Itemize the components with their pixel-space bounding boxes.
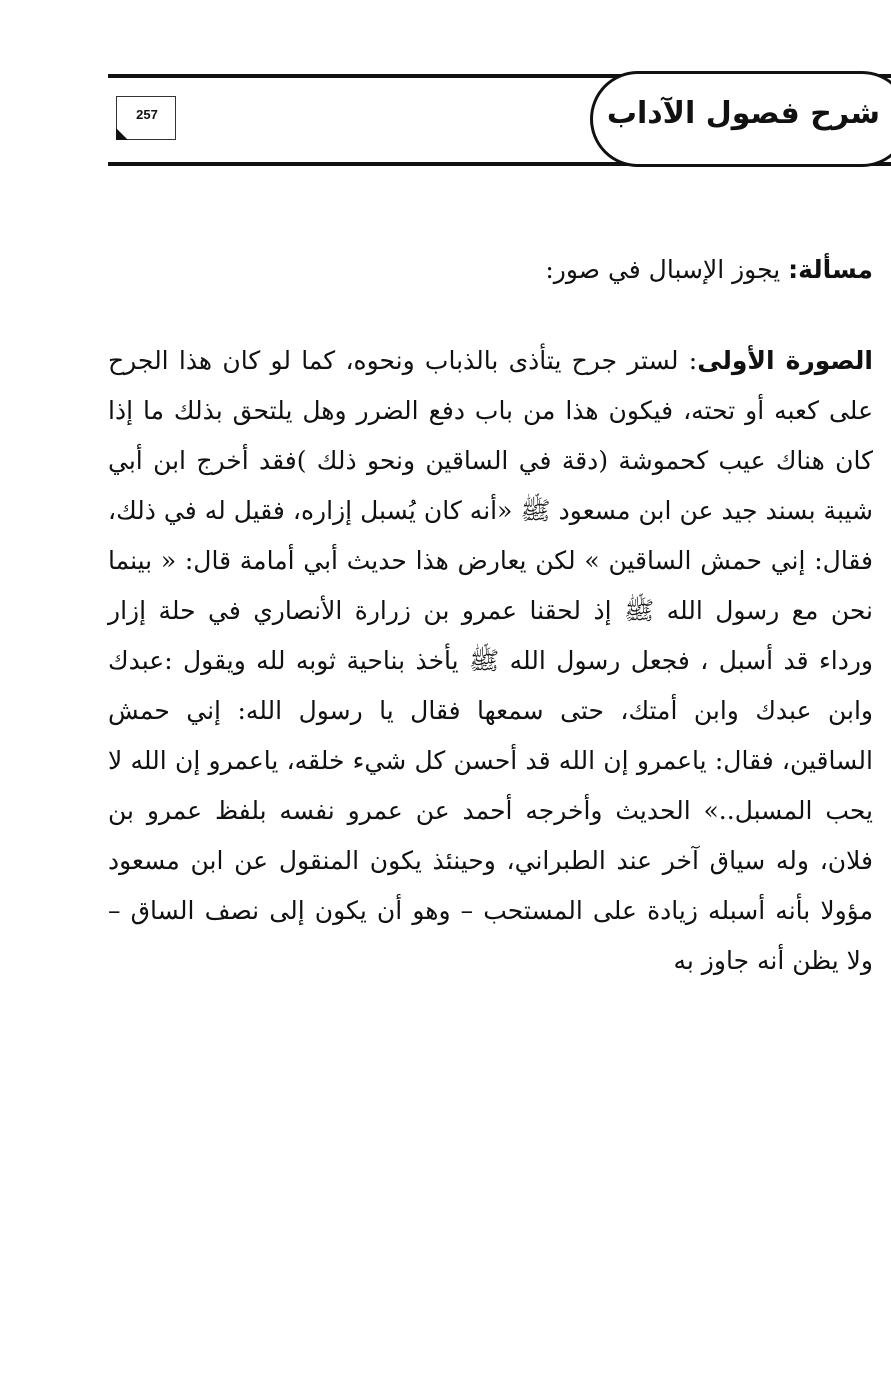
page-number-box [116, 96, 176, 140]
book-title: شرح فصول الآداب [606, 96, 880, 131]
body-text: : لستر جرح يتأذى بالذباب ونحوه، كما لو كان هذا الجرح على كعبه أو تحته، فيكون هذا من باب دفع الضرر وهل يلتحق بذلك ما إذا كان هناك عيب كحموشة (دقة في الساقين ونحو ذلك )فقد أخرج ابن أبي شيبة بسند جيد عن ابن مسعود ﷺ «أنه كان يُسبل إزاره، فقيل له في ذلك، فقال: إني حمش الساقين » لكن يعارض هذا حديث أبي أمامة قال: « بينما نحن مع رسول الله ﷺ إذ لحقنا عمرو بن زرارة الأنصاري في حلة إزار ورداء قد أسبل ، فجعل رسول الله ﷺ يأخذ بناحية ثوبه لله ويقول :عبدك وابن عبدك وابن أمتك، حتى سمعها فقال يا رسول الله: إني حمش الساقين، فقال: ياعمرو إن الله قد أحسن كل شيء خلقه، ياعمرو إن الله لا يحب المسبل..» الحديث وأخرجه أحمد عن عمرو نفسه بلفظ عمرو بن فلان، وله سياق آخر عند الطبراني، وحينئذ يكون المنقول عن ابن مسعود مؤولا بأنه أسبله زيادة على المستحب – وهو أن يكون إلى نصف الساق – ولا يظن أنه جاوز به [108, 346, 873, 975]
issue-text: يجوز الإسبال في صور: [545, 255, 789, 284]
page-header [0, 0, 891, 200]
page-content [108, 240, 873, 986]
form-label: الصورة الأولى [697, 346, 873, 375]
page-corner-fold-icon [116, 128, 128, 140]
page-number: 257 [136, 107, 158, 122]
issue-label: مسألة: [788, 255, 873, 284]
body-paragraph [108, 336, 873, 986]
issue-paragraph [108, 240, 873, 300]
